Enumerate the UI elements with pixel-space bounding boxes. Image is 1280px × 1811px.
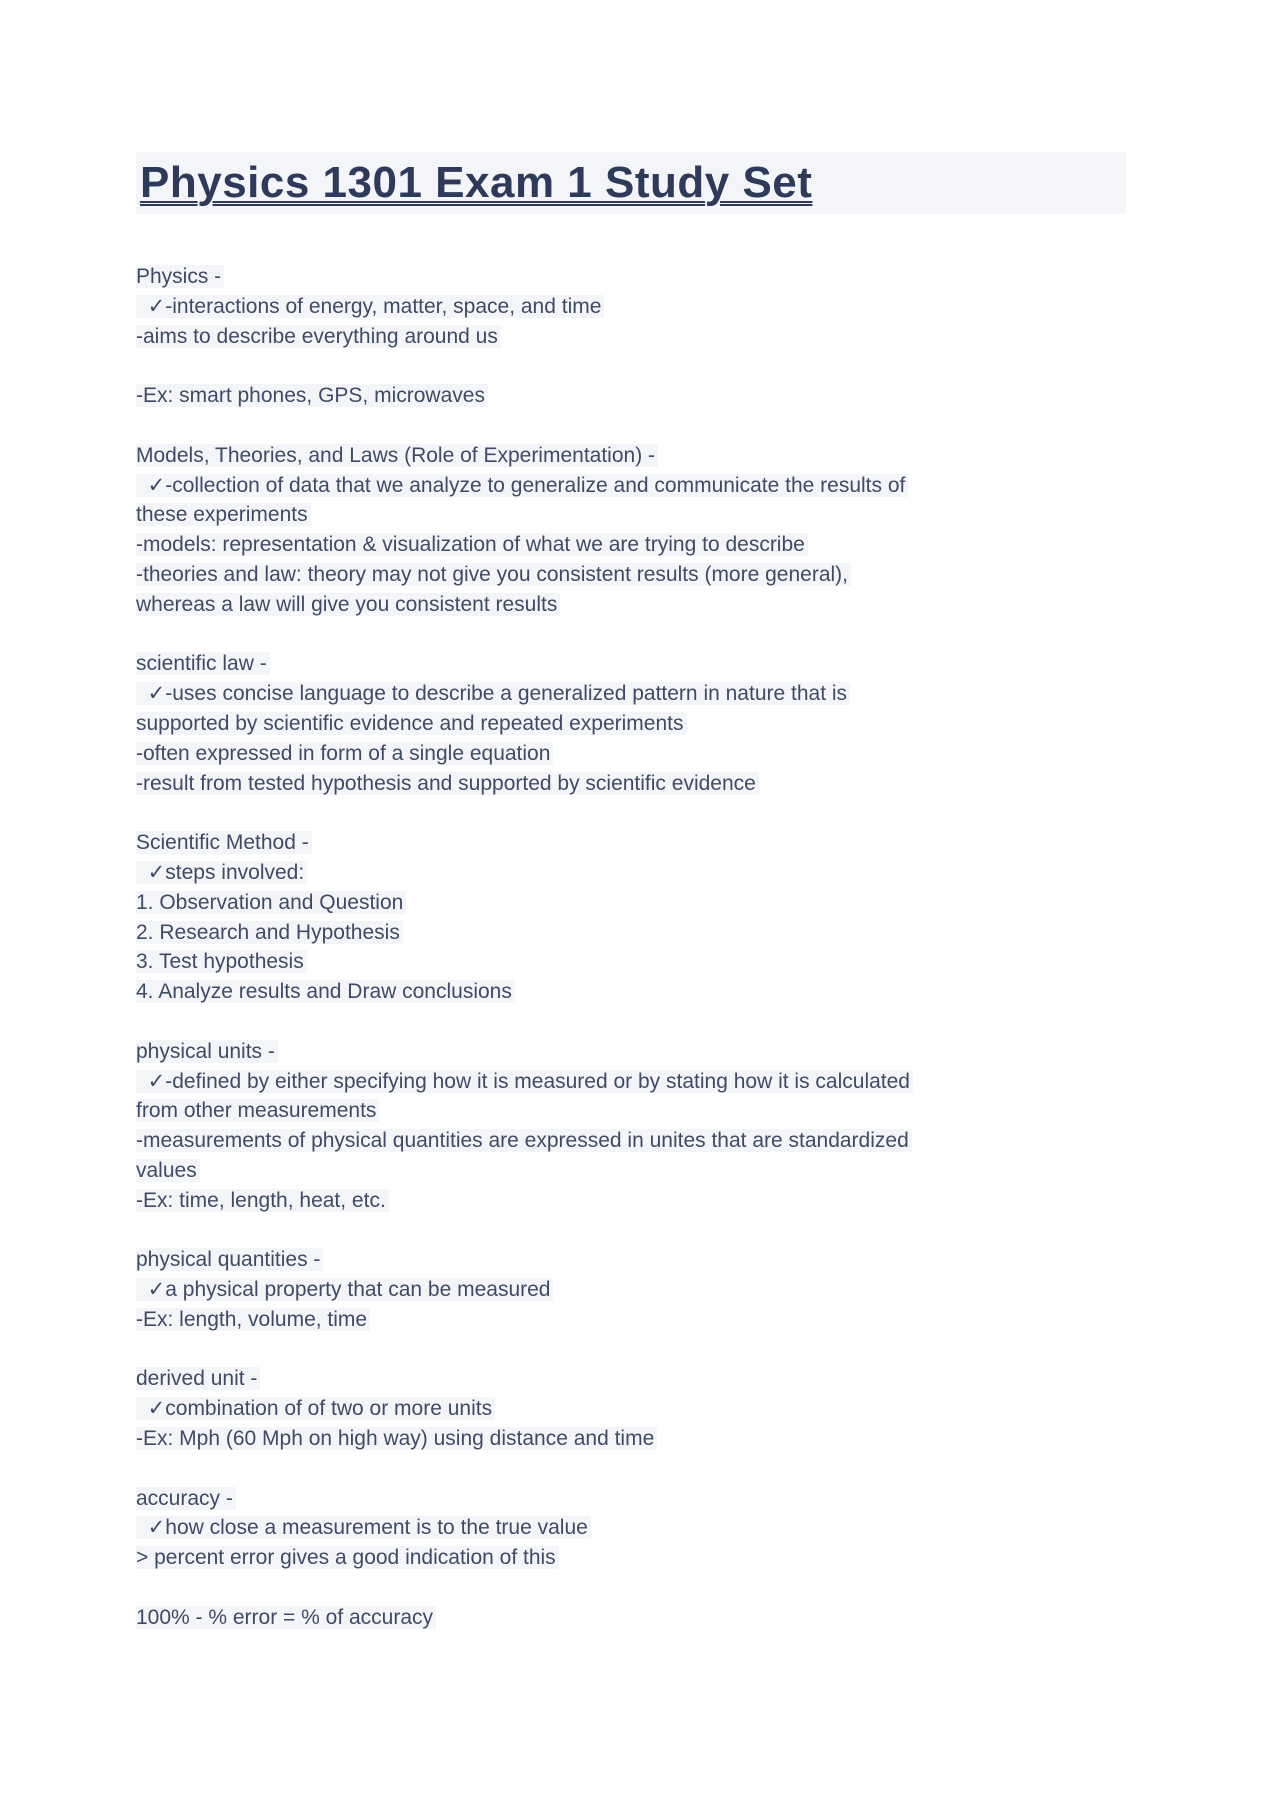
text-line — [136, 560, 1146, 590]
text-line — [136, 381, 1146, 411]
text-line — [136, 1037, 1146, 1067]
text-line — [136, 322, 1146, 352]
text-line-highlight: from other measurements — [136, 1099, 379, 1122]
text-line-highlight: -Ex: time, length, heat, etc. — [136, 1189, 389, 1212]
text-line-highlight: ✓combination of of two or more units — [136, 1397, 495, 1420]
text-line — [136, 590, 1146, 620]
text-line-highlight: Models, Theories, and Laws (Role of Experimentation) - — [136, 444, 658, 467]
text-line-highlight: ✓-defined by either specifying how it is measured or by stating how it is calculated — [136, 1070, 913, 1093]
text-line — [136, 1364, 1146, 1394]
text-line — [136, 1603, 1146, 1633]
text-line — [136, 1096, 1146, 1126]
text-line — [136, 1275, 1146, 1305]
blank-line — [136, 1573, 1146, 1603]
blank-line — [136, 798, 1146, 828]
text-line — [136, 1394, 1146, 1424]
text-line-highlight: -Ex: Mph (60 Mph on high way) using distance and time — [136, 1427, 657, 1450]
document-page — [136, 152, 1146, 1633]
page-title: Physics 1301 Exam 1 Study Set — [140, 158, 813, 207]
text-line — [136, 739, 1146, 769]
text-line — [136, 1245, 1146, 1275]
text-line — [136, 947, 1146, 977]
text-line-highlight: 3. Test hypothesis — [136, 950, 307, 973]
text-line-highlight: -theories and law: theory may not give you consistent results (more general), — [136, 563, 851, 586]
text-line-highlight: -aims to describe everything around us — [136, 325, 501, 348]
text-line — [136, 649, 1146, 679]
text-line — [136, 530, 1146, 560]
text-line — [136, 828, 1146, 858]
text-line-highlight: -models: representation & visualization of what we are trying to describe — [136, 533, 808, 556]
text-line-highlight: ✓steps involved: — [136, 861, 307, 884]
text-line-highlight: -measurements of physical quantities are expressed in unites that are standardized — [136, 1129, 912, 1152]
blank-line — [136, 1007, 1146, 1037]
text-line-highlight: physical units - — [136, 1040, 278, 1063]
text-line-highlight: > percent error gives a good indication of this — [136, 1546, 559, 1569]
blank-line — [136, 1216, 1146, 1246]
text-line — [136, 1156, 1146, 1186]
text-line-highlight: -often expressed in form of a single equation — [136, 742, 553, 765]
text-line — [136, 1067, 1146, 1097]
text-line — [136, 769, 1146, 799]
text-line-highlight: -Ex: smart phones, GPS, microwaves — [136, 384, 488, 407]
text-line — [136, 888, 1146, 918]
text-line — [136, 1513, 1146, 1543]
text-line — [136, 918, 1146, 948]
text-line-highlight: 4. Analyze results and Draw conclusions — [136, 980, 515, 1003]
text-line-highlight: derived unit - — [136, 1367, 260, 1390]
text-line-highlight: ✓how close a measurement is to the true value — [136, 1516, 591, 1539]
text-line-highlight: whereas a law will give you consistent results — [136, 593, 560, 616]
text-line — [136, 1126, 1146, 1156]
text-line-highlight: supported by scientific evidence and repeated experiments — [136, 712, 687, 735]
text-line — [136, 471, 1146, 501]
document-content — [136, 262, 1146, 1633]
text-line — [136, 1186, 1146, 1216]
blank-line — [136, 1335, 1146, 1365]
text-line-highlight: values — [136, 1159, 200, 1182]
text-line — [136, 709, 1146, 739]
text-line-highlight: -result from tested hypothesis and supported by scientific evidence — [136, 772, 759, 795]
text-line-highlight: 2. Research and Hypothesis — [136, 921, 403, 944]
text-line — [136, 262, 1146, 292]
text-line — [136, 500, 1146, 530]
text-line-highlight: ✓-interactions of energy, matter, space, and time — [136, 295, 604, 318]
text-line — [136, 1543, 1146, 1573]
text-line — [136, 858, 1146, 888]
text-line — [136, 292, 1146, 322]
text-line — [136, 1424, 1146, 1454]
text-line-highlight: physical quantities - — [136, 1248, 323, 1271]
text-line — [136, 679, 1146, 709]
blank-line — [136, 411, 1146, 441]
text-line-highlight: 1. Observation and Question — [136, 891, 406, 914]
text-line-highlight: ✓-uses concise language to describe a generalized pattern in nature that is — [136, 682, 850, 705]
text-line — [136, 441, 1146, 471]
blank-line — [136, 1454, 1146, 1484]
blank-line — [136, 351, 1146, 381]
text-line-highlight: accuracy - — [136, 1487, 236, 1510]
text-line — [136, 1484, 1146, 1514]
title-highlight-band — [136, 152, 1126, 214]
blank-line — [136, 620, 1146, 650]
text-line — [136, 1305, 1146, 1335]
text-line — [136, 977, 1146, 1007]
text-line-highlight: these experiments — [136, 503, 311, 526]
text-line-highlight: 100% - % error = % of accuracy — [136, 1606, 436, 1629]
text-line-highlight: ✓a physical property that can be measured — [136, 1278, 553, 1301]
text-line-highlight: scientific law - — [136, 652, 270, 675]
text-line-highlight: Physics - — [136, 265, 224, 288]
text-line-highlight: -Ex: length, volume, time — [136, 1308, 370, 1331]
text-line-highlight: Scientific Method - — [136, 831, 312, 854]
text-line-highlight: ✓-collection of data that we analyze to generalize and communicate the results of — [136, 474, 908, 497]
